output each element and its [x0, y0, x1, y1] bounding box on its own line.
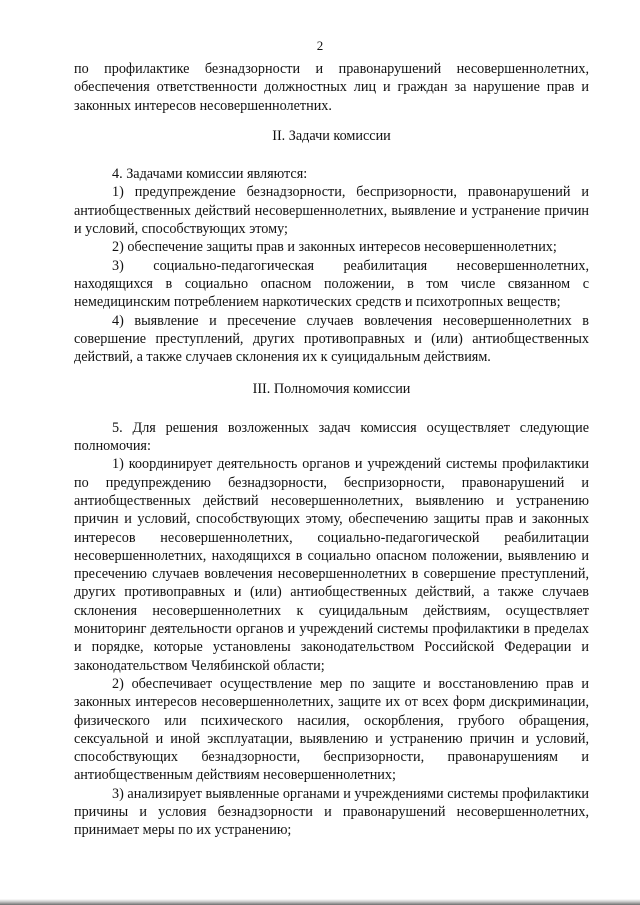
document-body — [74, 60, 589, 840]
task-item: 4) выявление и пресечение случаев вовлечения несовершеннолетних в совершение преступлений, других противоправных и (или) антиобщественных действий, а также случаев склонения их к суицидальным действиям. — [74, 312, 589, 366]
power-item: 2) обеспечивает осуществление мер по защите и восстановлению прав и законных интересов несовершеннолетних, защите их от всех форм дискриминации, физического или психического насилия, оскорбления, грубого обращения, сексуальной и иной эксплуатации, выявлению и устранению причин и условий, способствующих безнадзорности, беспризорности, правонарушениям и антиобщественным действиям несовершеннолетних; — [74, 675, 589, 784]
section-heading-tasks: II. Задачи комиссии — [272, 127, 391, 144]
power-item: 3) анализирует выявленные органами и учреждениями системы профилактики причины и условия безнадзорности и правонарушений несовершеннолетних, принимает меры по их устранению; — [74, 785, 589, 839]
page-number: 2 — [316, 38, 324, 53]
intro-paragraph: по профилактике безнадзорности и правонарушений несовершеннолетних, обеспечения ответственности должностных лиц и граждан за нарушение прав и законных интересов несовершеннолетних. — [74, 61, 589, 114]
task-item: 1) предупреждение безнадзорности, беспризорности, правонарушений и антиобщественных действий несовершеннолетних, выявление и устранение причин и условий, способствующих этому; — [74, 184, 589, 238]
power-item: 1) координирует деятельность органов и учреждений системы профилактики по предупреждению безнадзорности, беспризорности, правонарушений и антиобщественных действий несовершеннолетних, выявлению и устранению причин и условий, способствующих этому, обеспечению защиты прав и законных интересов несовершеннолетних, социально-педагогической реабилитации несовершеннолетних, находящихся в социально опасном положении, выявлению и пресечению случаев вовлечения несовершеннолетних в совершение преступлений, других противоправных и (или) антиобщественных действий, а также случаев склонения несовершеннолетних к суицидальным действиям, осуществляет мониторинг деятельности органов и учреждений системы профилактики в пределах и порядке, которые установлены законодательством Российской Федерации и законодательством Челябинской области; — [74, 456, 589, 674]
task-item: 2) обеспечение защиты прав и законных интересов несовершеннолетних; — [112, 239, 557, 256]
section-heading-powers: III. Полномочия комиссии — [252, 381, 411, 398]
scan-bottom-edge — [0, 899, 640, 905]
tasks-lead: 4. Задачами комиссии являются: — [112, 166, 308, 183]
powers-lead: 5. Для решения возложенных задач комиссия осуществляет следующие полномочия: — [74, 419, 589, 455]
task-item: 3) социально-педагогическая реабилитация несовершеннолетних, находящихся в социально опасном положении, в том числе связанном с немедицинским потреблением наркотических средств и психотропных веществ; — [74, 257, 589, 311]
